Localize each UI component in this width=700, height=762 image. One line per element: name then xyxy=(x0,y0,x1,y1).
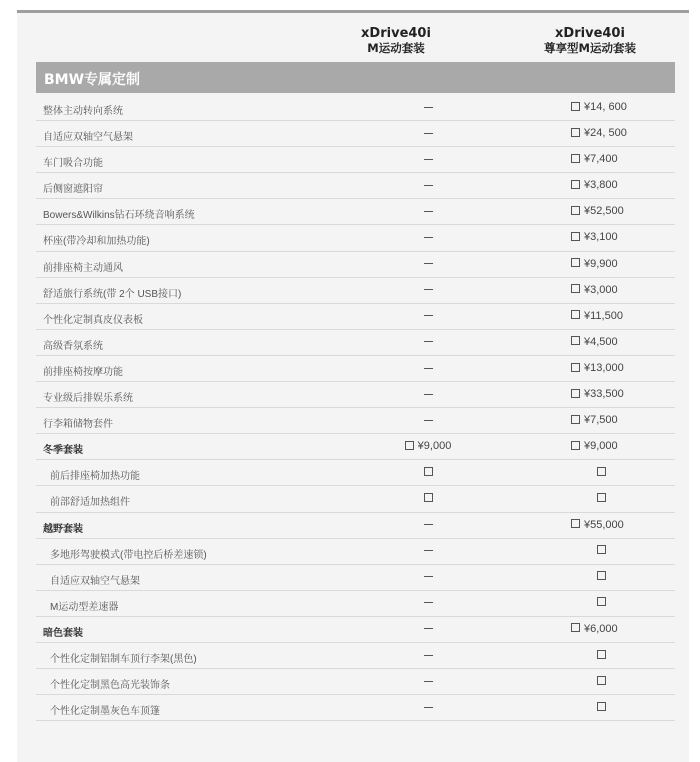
col2-cell xyxy=(571,414,651,426)
col2-cell xyxy=(571,179,651,191)
option-checkbox-icon[interactable] xyxy=(571,258,580,267)
not-available-dash xyxy=(424,655,433,656)
section-title: BMW专属定制 xyxy=(44,72,141,88)
package-row xyxy=(36,617,675,643)
option-checkbox-icon[interactable] xyxy=(597,493,606,502)
option-label: 前排座椅主动通风 xyxy=(43,262,123,274)
price-table-page xyxy=(17,13,689,762)
not-available-dash xyxy=(424,289,433,290)
col2-cell xyxy=(571,310,651,322)
option-price: ¥7,500 xyxy=(584,414,618,427)
option-checkbox-icon[interactable] xyxy=(571,623,580,632)
table-row xyxy=(36,304,675,330)
package-item-row xyxy=(36,486,675,512)
col1-cell xyxy=(393,101,463,113)
table-row xyxy=(36,252,675,278)
col2-cell xyxy=(571,675,631,687)
not-available-dash xyxy=(424,394,433,395)
col2-cell xyxy=(571,519,651,531)
col1-cell xyxy=(393,231,463,243)
option-label: 暗色套装 xyxy=(43,627,83,639)
option-label: 前部舒适加热组件 xyxy=(50,497,130,509)
table-row xyxy=(36,225,675,251)
col2-cell xyxy=(571,258,651,270)
package-row xyxy=(36,513,675,539)
col2-cell xyxy=(571,284,651,296)
option-checkbox-icon[interactable] xyxy=(424,467,433,476)
col2-cell xyxy=(571,649,631,661)
option-checkbox-icon[interactable] xyxy=(597,571,606,580)
option-checkbox-icon[interactable] xyxy=(571,336,580,345)
col2-cell xyxy=(571,597,631,609)
col2-cell xyxy=(571,336,651,348)
package-item-row xyxy=(36,643,675,669)
col1-cell xyxy=(393,362,463,374)
col1-cell xyxy=(393,571,463,583)
not-available-dash xyxy=(424,107,433,108)
not-available-dash xyxy=(424,602,433,603)
package-item-row xyxy=(36,591,675,617)
option-label: 自适应双轴空气悬架 xyxy=(43,132,133,144)
col1-cell xyxy=(393,127,463,139)
package-item-row xyxy=(36,565,675,591)
option-checkbox-icon[interactable] xyxy=(405,441,414,450)
not-available-dash xyxy=(424,524,433,525)
table-row xyxy=(36,173,675,199)
col1-cell xyxy=(393,519,463,531)
option-price: ¥14, 600 xyxy=(584,101,627,113)
not-available-dash xyxy=(424,707,433,708)
option-label: 舒适旅行系统(带 2个 USB接口) xyxy=(43,288,182,300)
option-label: 专业级后排娱乐系统 xyxy=(43,393,133,405)
option-checkbox-icon[interactable] xyxy=(571,441,580,450)
col2-cell xyxy=(571,153,651,165)
package-item-row xyxy=(36,539,675,565)
col1-cell xyxy=(393,258,463,270)
col2-cell xyxy=(571,205,651,217)
option-checkbox-icon[interactable] xyxy=(597,545,606,554)
option-label: 行李箱储物套件 xyxy=(43,419,113,431)
col2-cell xyxy=(571,701,631,713)
col1-cell xyxy=(393,545,463,557)
table-row xyxy=(36,147,675,173)
option-checkbox-icon[interactable] xyxy=(571,128,580,137)
package-item-row xyxy=(36,669,675,695)
option-label: 个性化定制铝制车顶行李架(黑色) xyxy=(50,653,197,665)
col1-cell xyxy=(393,597,463,609)
option-label: 前后排座椅加热功能 xyxy=(50,471,140,483)
not-available-dash xyxy=(424,628,433,629)
col1-cell xyxy=(393,310,463,322)
option-label: M运动型差速器 xyxy=(50,601,119,613)
col2-cell xyxy=(571,231,651,243)
table-row xyxy=(36,121,675,147)
col2-cell xyxy=(571,101,651,113)
col2-cell xyxy=(571,466,631,478)
package-row xyxy=(36,434,675,460)
option-checkbox-icon[interactable] xyxy=(571,310,580,319)
option-checkbox-icon[interactable] xyxy=(597,597,606,606)
option-label: 前排座椅按摩功能 xyxy=(43,366,123,378)
option-price: ¥55,000 xyxy=(584,518,624,531)
column-header-package: M运动套装 xyxy=(367,41,425,55)
option-price: ¥9,000 xyxy=(584,440,618,453)
column-header-package: 尊享型M运动套装 xyxy=(544,41,636,55)
option-label: 后侧窗遮阳帘 xyxy=(43,184,103,196)
col1-cell xyxy=(393,336,463,348)
option-label: 整体主动转向系统 xyxy=(43,106,123,117)
option-checkbox-icon[interactable] xyxy=(597,467,606,476)
col2-cell xyxy=(571,440,651,452)
table-row xyxy=(36,330,675,356)
section-header-bar xyxy=(36,62,675,93)
package-item-row xyxy=(36,460,675,486)
option-label: Bowers&Wilkins钻石环绕音响系统 xyxy=(43,210,195,222)
col1-cell xyxy=(393,284,463,296)
option-price: ¥9,900 xyxy=(584,257,618,270)
col1-cell xyxy=(393,440,463,452)
option-checkbox-icon[interactable] xyxy=(571,284,580,293)
option-checkbox-icon[interactable] xyxy=(597,676,606,685)
option-label: 多地形驾驶模式(带电控后桥差速锁) xyxy=(50,549,207,561)
column-header-model: xDrive40i xyxy=(361,26,431,41)
not-available-dash xyxy=(424,681,433,682)
col2-cell xyxy=(571,127,651,139)
option-label: 冬季套装 xyxy=(43,445,83,457)
option-checkbox-icon[interactable] xyxy=(424,493,433,502)
not-available-dash xyxy=(424,368,433,369)
col1-cell xyxy=(393,675,463,687)
table-row xyxy=(36,95,675,121)
col1-cell xyxy=(393,388,463,400)
option-price: ¥3,000 xyxy=(584,283,618,296)
option-label: 自适应双轴空气悬架 xyxy=(50,575,140,587)
not-available-dash xyxy=(424,550,433,551)
col1-cell xyxy=(393,205,463,217)
table-row xyxy=(36,356,675,382)
option-label: 个性化定制真皮仪表板 xyxy=(43,314,143,326)
col1-cell xyxy=(393,623,463,635)
option-price: ¥52,500 xyxy=(584,205,624,218)
col1-cell xyxy=(393,414,463,426)
option-checkbox-icon[interactable] xyxy=(571,102,580,111)
col1-cell xyxy=(393,466,463,478)
option-label: 越野套装 xyxy=(43,523,83,535)
not-available-dash xyxy=(424,263,433,264)
options-table xyxy=(36,95,675,721)
option-checkbox-icon[interactable] xyxy=(571,363,580,372)
not-available-dash xyxy=(424,159,433,160)
option-checkbox-icon[interactable] xyxy=(597,650,606,659)
column-header-m-sport xyxy=(341,27,451,55)
package-item-row xyxy=(36,695,675,721)
option-checkbox-icon[interactable] xyxy=(571,389,580,398)
option-checkbox-icon[interactable] xyxy=(571,180,580,189)
option-price: ¥33,500 xyxy=(584,388,624,401)
not-available-dash xyxy=(424,341,433,342)
not-available-dash xyxy=(424,315,433,316)
not-available-dash xyxy=(424,133,433,134)
col1-cell xyxy=(393,701,463,713)
option-price: ¥13,000 xyxy=(584,361,624,374)
column-header-model: xDrive40i xyxy=(555,26,625,41)
option-price: ¥11,500 xyxy=(584,309,623,322)
not-available-dash xyxy=(424,185,433,186)
table-row xyxy=(36,382,675,408)
col2-cell xyxy=(571,388,651,400)
not-available-dash xyxy=(424,420,433,421)
option-price: ¥3,100 xyxy=(584,231,618,244)
col1-cell xyxy=(393,179,463,191)
not-available-dash xyxy=(424,237,433,238)
col2-cell xyxy=(571,545,631,557)
option-price: ¥7,400 xyxy=(584,153,618,166)
not-available-dash xyxy=(424,211,433,212)
option-price: ¥4,500 xyxy=(584,335,618,348)
option-label: 个性化定制墨灰色车顶篷 xyxy=(50,706,160,718)
option-checkbox-icon[interactable] xyxy=(597,702,606,711)
table-row xyxy=(36,408,675,434)
option-label: 高级香氛系统 xyxy=(43,340,103,352)
option-price: ¥9,000 xyxy=(417,440,452,453)
not-available-dash xyxy=(424,576,433,577)
col2-cell xyxy=(571,362,651,374)
option-price: ¥24, 500 xyxy=(584,127,627,140)
col1-cell xyxy=(393,649,463,661)
col2-cell xyxy=(571,492,631,504)
col2-cell xyxy=(571,571,631,583)
option-label: 车门吸合功能 xyxy=(43,158,103,170)
option-checkbox-icon[interactable] xyxy=(571,206,580,215)
table-row xyxy=(36,278,675,304)
option-checkbox-icon[interactable] xyxy=(571,519,580,528)
column-header-premium-m-sport xyxy=(525,27,655,55)
option-label: 个性化定制黑色高光装饰条 xyxy=(50,680,170,692)
option-label: 杯座(带冷却和加热功能) xyxy=(43,236,150,248)
table-row xyxy=(36,199,675,225)
option-price: ¥6,000 xyxy=(584,622,618,635)
option-checkbox-icon[interactable] xyxy=(571,415,580,424)
col2-cell xyxy=(571,623,651,635)
option-price: ¥3,800 xyxy=(584,179,618,192)
col1-cell xyxy=(393,153,463,165)
option-checkbox-icon[interactable] xyxy=(571,232,580,241)
col1-cell xyxy=(393,492,463,504)
option-checkbox-icon[interactable] xyxy=(571,154,580,163)
